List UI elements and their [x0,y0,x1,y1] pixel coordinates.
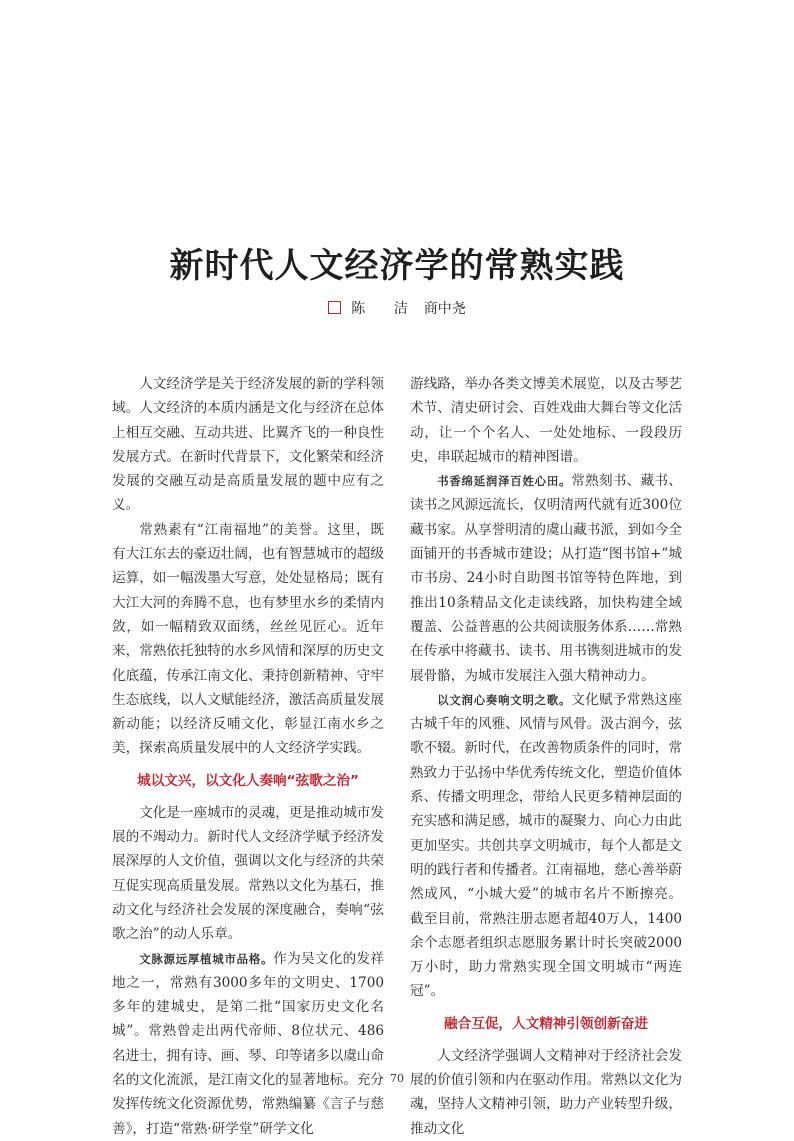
paragraph: 常熟素有“江南福地”的美誉。这里，既有大江东去的豪迈壮阔，也有智慧城市的超级运算，如一幅泼墨大写意，处处显格局；既有大江大河的奔腾不息，也有梦里水乡的柔情内敛，如一幅精致双面绣，丝丝见匠心。近年来，常熟依托独特的水乡风情和深厚的历史文化底蕴，传承江南文化、秉持创新精神、守牢生态底线，以人文赋能经济，激活高质量发展新动能；以经济反哺文化，彰显江南水乡之美，探索高质量发展中的人文经济学实践。 [112,521,384,757]
paragraph-body: 常熟刻书、藏书、读书之风源远流长，仅明清两代就有近300位藏书家。从享誉明清的虞山藏书派，到如今全面铺开的书香城市建设；从打造“图书馆+”城市书房、24小时自助图书馆等特色阵地，到推出10条精品文化走读线路，加快构建全域覆盖、公益普惠的公共阅读服务体系……常熟在传承中将藏书、读书、用书镌刻进城市的发展骨骼，为城市发展注入强大精神动力。 [410,473,682,684]
paragraph: 人文经济学强调人文精神对于经济社会发展的价值引领和内在驱动作用。常熟以文化为魂，坚持人文精神引领，助力产业转型升级，推动文化 [410,1047,682,1137]
paragraph: 人文经济学是关于经济发展的新的学科领域。人文经济的本质内涵是文化与经济在总体上相互交融、互动共进、比翼齐飞的一种良性发展方式。在新时代背景下，文化繁荣和经济发展的交融互动是高质量发展的题中应有之义。 [112,376,384,514]
page-number: 70 [390,1072,404,1085]
paragraph-lead: 书香绵延润泽百姓心田。 [437,474,572,489]
author-name: 商中尧 [423,301,466,317]
paragraph [410,469,682,688]
section-heading: 融合互促，人文精神引领创新奋进 [444,1015,648,1032]
paragraph: 游线路，举办各类文博美术展览，以及古琴艺术节、清史研讨会、百姓戏曲大舞台等文化活动，让一个个名人、一处处地标、一段段历史，串联起城市的精神图谱。 [410,376,682,465]
square-bullet-icon [328,301,341,314]
paragraph-body: 文化赋予常熟这座古城千年的风雅、风情与风骨。汲古润今，弦歌不辍。新时代，在改善物质条件的同时，常熟致力于弘扬中华优秀传统文化，塑造价值体系、传播文明理念，带给人民更多精神层面的充实感和满足感，城市的凝聚力、向心力由此更加坚实。共创共享文明城市，每个人都是文明的践行者和传播者。江南福地，慈心善举蔚然成风，“小城大爱”的城市名片不断擦亮。截至目前，常熟注册志愿者超40万人，1400余个志愿者组织志愿服务累计时长突破2000万小时，助力常熟实现全国文明城市“两连冠”。 [410,691,682,1000]
article-title: 新时代人文经济学的常熟实践 [169,246,625,286]
paragraph-lead: 以文润心奏响文明之歌。 [437,692,572,707]
left-column [112,372,384,1141]
author-line [0,298,794,318]
right-column [410,372,682,1141]
paragraph [410,688,682,1004]
paragraph: 文化是一座城市的灵魂，更是推动城市发展的不竭动力。新时代人文经济学赋予经济发展深厚的人文价值，强调以文化与经济的共荣互促实现高质量发展。常熟以文化为基石，推动文化与经济社会发展的深度融合，奏响“弦歌之治”的动人乐章。 [112,804,384,943]
author-name: 陈 洁 [351,301,420,317]
paragraph-body: 作为吴文化的发祥地之一，常熟有3000多年的文明史、1700多年的建城史，是第二批“国家历史文化名城”。常熟曾走出两代帝师、8位状元、486名进士，拥有诗、画、琴、印等诸多以虞山命名的文化流派，是江南文化的显著地标。充分发挥传统文化资源优势，常熟编纂《言子与慈善》，打造“常熟·研学堂”研学文化 [112,950,384,1137]
paragraph [112,947,384,1141]
paragraph-lead: 文脉源远厚植城市品格。 [139,951,274,966]
section-heading: 城以文兴，以文化人奏响“弦歌之治” [137,772,359,789]
